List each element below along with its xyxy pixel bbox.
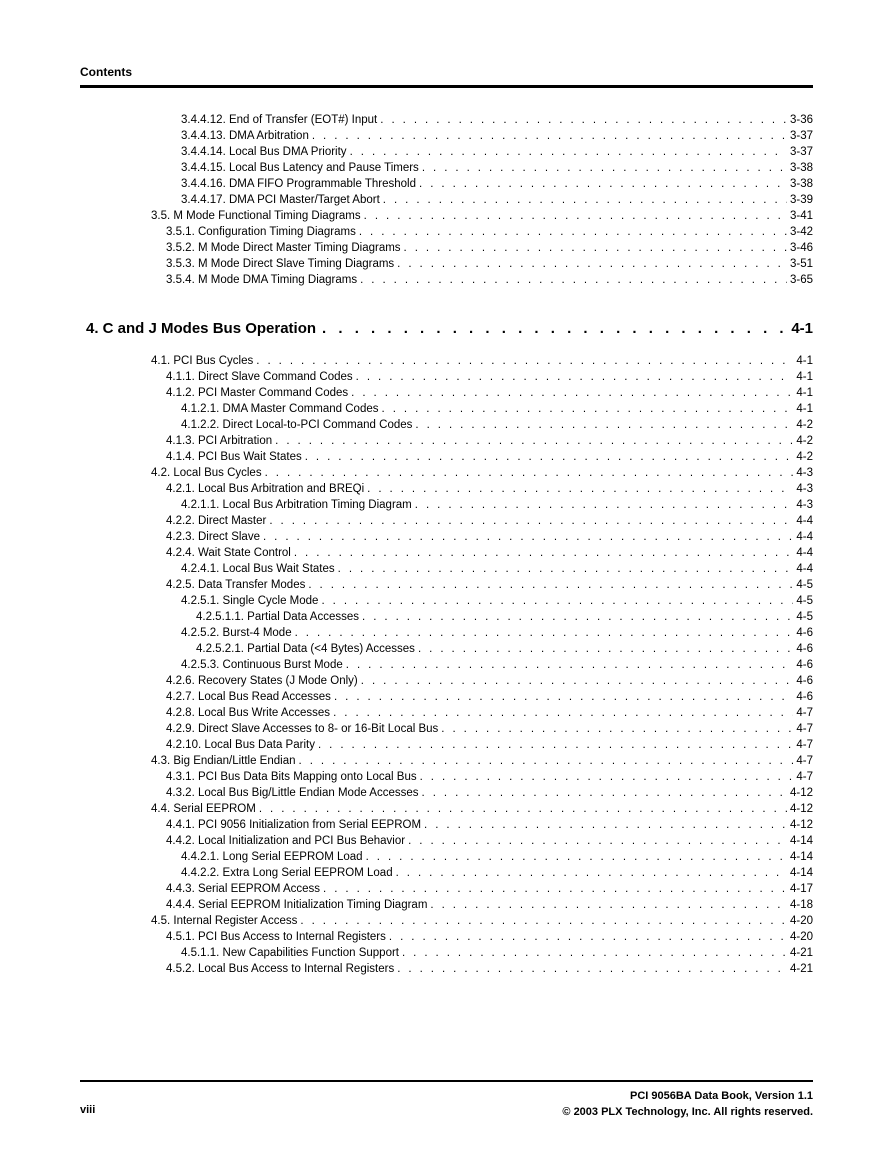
toc-entry-label: 4.2.5.2. Burst-4 Mode xyxy=(181,627,292,639)
toc-entry[interactable] xyxy=(181,161,813,175)
dot-leader xyxy=(420,770,794,784)
toc-entry-page-number: 4-6 xyxy=(796,675,813,687)
toc-entry-page-number: 4-7 xyxy=(796,723,813,735)
toc-entry-label: 4.2.4. Wait State Control xyxy=(166,547,291,559)
toc-entry-label: 4.2.5.1. Single Cycle Mode xyxy=(181,595,319,607)
toc-entry-page-number: 3-41 xyxy=(789,210,813,222)
toc-entry-label: 4.5. Internal Register Access xyxy=(151,915,298,927)
toc-entry-page-number: 4-6 xyxy=(796,643,813,655)
toc-entry-label: 4.2.5.2.1. Partial Data (<4 Bytes) Accesses xyxy=(196,643,415,655)
toc-entry-page-number: 4-14 xyxy=(789,851,813,863)
toc-entry-page-number: 4-2 xyxy=(796,419,813,431)
toc-entry-label: 4.1.1. Direct Slave Command Codes xyxy=(166,371,353,383)
toc-entry[interactable] xyxy=(166,818,813,832)
toc-entry[interactable] xyxy=(166,514,813,528)
page-header-title: Contents xyxy=(80,65,132,79)
dot-leader xyxy=(396,866,787,880)
toc-entry-page-number: 4-6 xyxy=(796,691,813,703)
toc-entry-label: 4.1.3. PCI Arbitration xyxy=(166,435,273,447)
dot-leader xyxy=(259,802,787,816)
toc-entry-label: 4.5.1.1. New Capabilities Function Support xyxy=(181,947,399,959)
toc-entry[interactable] xyxy=(166,770,813,784)
toc-entry-label: 4.2.5. Data Transfer Modes xyxy=(166,579,306,591)
toc-entry-label: 4.2.1. Local Bus Arbitration and BREQi xyxy=(166,483,365,495)
chapter-label: 4. C and J Modes Bus Operation xyxy=(86,320,317,337)
dot-leader xyxy=(419,177,787,191)
toc-entry-page-number: 4-17 xyxy=(789,883,813,895)
toc-entry-page-number: 3-39 xyxy=(789,194,813,206)
toc-entry-page-number: 4-12 xyxy=(789,819,813,831)
toc-entry[interactable] xyxy=(166,434,813,448)
toc-entry-page-number: 4-4 xyxy=(796,547,813,559)
dot-leader xyxy=(382,402,794,416)
toc-entry[interactable] xyxy=(166,530,813,544)
toc-entry[interactable] xyxy=(181,498,813,512)
chapter-page-number: 4-1 xyxy=(791,320,813,337)
toc-entry[interactable] xyxy=(166,674,813,688)
dot-leader xyxy=(360,273,787,287)
toc-entry-label: 4.2.10. Local Bus Data Parity xyxy=(166,739,315,751)
toc-entry-page-number: 3-46 xyxy=(789,242,813,254)
toc-entry[interactable] xyxy=(166,738,813,752)
toc-entry-page-number: 4-6 xyxy=(796,659,813,671)
toc-entry[interactable] xyxy=(181,594,813,608)
dot-leader xyxy=(333,706,793,720)
toc-entry-label: 3.4.4.12. End of Transfer (EOT#) Input xyxy=(181,114,378,126)
toc-entry[interactable] xyxy=(181,850,813,864)
toc-entry[interactable] xyxy=(181,626,813,640)
dot-leader xyxy=(294,546,794,560)
dot-leader xyxy=(318,738,793,752)
toc-entry[interactable] xyxy=(181,946,813,960)
toc-entry-label: 4.4.4. Serial EEPROM Initialization Timing Diagram xyxy=(166,899,428,911)
toc-entry-page-number: 4-21 xyxy=(789,947,813,959)
toc-entry-page-number: 3-37 xyxy=(789,146,813,158)
toc-entry-page-number: 4-20 xyxy=(789,931,813,943)
toc-entry-page-number: 4-5 xyxy=(796,611,813,623)
toc-entry-label: 4.4.3. Serial EEPROM Access xyxy=(166,883,321,895)
dot-leader xyxy=(359,225,787,239)
toc-entry-label: 4.3.1. PCI Bus Data Bits Mapping onto Local Bus xyxy=(166,771,417,783)
toc-entry[interactable] xyxy=(166,257,813,271)
toc-entry-page-number: 4-20 xyxy=(789,915,813,927)
toc-entry-page-number: 4-7 xyxy=(796,739,813,751)
dot-leader xyxy=(346,658,794,672)
toc-entry-page-number: 3-65 xyxy=(789,274,813,286)
toc-entry-label: 4.4.2.1. Long Serial EEPROM Load xyxy=(181,851,363,863)
dot-leader xyxy=(323,882,787,896)
toc-entry[interactable] xyxy=(181,402,813,416)
toc-entry[interactable] xyxy=(166,722,813,736)
toc-entry[interactable] xyxy=(166,898,813,912)
dot-leader xyxy=(408,834,787,848)
dot-leader xyxy=(422,786,787,800)
toc-entry-label: 3.5.1. Configuration Timing Diagrams xyxy=(166,226,356,238)
toc-entry[interactable] xyxy=(166,706,813,720)
toc-entry[interactable] xyxy=(151,754,813,768)
toc-entry-page-number: 4-1 xyxy=(796,387,813,399)
toc-entry-label: 4.1.2.2. Direct Local-to-PCI Command Codes xyxy=(181,419,413,431)
toc-entry-page-number: 4-1 xyxy=(796,371,813,383)
toc-entry-page-number: 4-21 xyxy=(789,963,813,975)
toc-entry[interactable] xyxy=(166,962,813,976)
toc-entry[interactable] xyxy=(166,834,813,848)
toc-entry[interactable] xyxy=(166,882,813,896)
header-divider xyxy=(80,85,813,88)
dot-leader xyxy=(418,642,793,656)
toc-entry-page-number: 4-4 xyxy=(796,515,813,527)
dot-leader xyxy=(364,209,787,223)
toc-entry[interactable] xyxy=(166,482,813,496)
toc-entry-label: 3.4.4.14. Local Bus DMA Priority xyxy=(181,146,347,158)
toc-entry-label: 4.2.6. Recovery States (J Mode Only) xyxy=(166,675,358,687)
toc-entry-label: 4.2.2. Direct Master xyxy=(166,515,267,527)
toc-entry-page-number: 3-37 xyxy=(789,130,813,142)
footer-page-number: viii xyxy=(80,1104,96,1116)
dot-leader xyxy=(441,722,793,736)
toc-entry-label: 4.4. Serial EEPROM xyxy=(151,803,256,815)
toc-entry-page-number: 4-1 xyxy=(796,355,813,367)
toc-entry-page-number: 4-5 xyxy=(796,595,813,607)
toc-entry-page-number: 3-38 xyxy=(789,162,813,174)
toc-entry[interactable] xyxy=(166,273,813,287)
toc-entry-page-number: 4-2 xyxy=(796,451,813,463)
dot-leader xyxy=(321,594,793,608)
dot-leader xyxy=(256,354,793,368)
toc-chapter-entry[interactable] xyxy=(86,320,813,337)
toc-entry-page-number: 4-4 xyxy=(796,531,813,543)
toc-entry-label: 4.1. PCI Bus Cycles xyxy=(151,355,254,367)
toc-entry[interactable] xyxy=(196,642,813,656)
toc-entry[interactable] xyxy=(181,866,813,880)
dot-leader xyxy=(308,578,793,592)
toc-entry-label: 4.3.2. Local Bus Big/Little Endian Mode Accesses xyxy=(166,787,419,799)
toc-entry[interactable] xyxy=(151,354,813,368)
toc-entry-page-number: 4-12 xyxy=(789,787,813,799)
toc-entry[interactable] xyxy=(166,225,813,239)
toc-entry-page-number: 4-12 xyxy=(789,803,813,815)
toc-entry-page-number: 3-38 xyxy=(789,178,813,190)
dot-leader xyxy=(430,898,787,912)
dot-leader xyxy=(397,257,787,271)
toc-entry-page-number: 4-7 xyxy=(796,771,813,783)
toc-entry-label: 4.4.2.2. Extra Long Serial EEPROM Load xyxy=(181,867,393,879)
toc-entry-label: 4.2.5.1.1. Partial Data Accesses xyxy=(196,611,360,623)
toc-entry-label: 4.2.1.1. Local Bus Arbitration Timing Diagram xyxy=(181,499,412,511)
toc-entry[interactable] xyxy=(181,129,813,143)
toc-entry[interactable] xyxy=(151,914,813,928)
toc-entry-label: 4.2. Local Bus Cycles xyxy=(151,467,262,479)
toc-entry-page-number: 4-2 xyxy=(796,435,813,447)
toc-entry[interactable] xyxy=(166,786,813,800)
toc-entry[interactable] xyxy=(181,193,813,207)
footer-book-title: PCI 9056BA Data Book, Version 1.1 xyxy=(630,1090,813,1102)
dot-leader xyxy=(269,514,793,528)
toc-entry-label: 4.2.5.3. Continuous Burst Mode xyxy=(181,659,343,671)
toc-entry[interactable] xyxy=(166,241,813,255)
toc-entry[interactable] xyxy=(196,610,813,624)
toc-entry-label: 4.2.7. Local Bus Read Accesses xyxy=(166,691,331,703)
footer-divider xyxy=(80,1080,813,1082)
toc-entry-page-number: 4-14 xyxy=(789,867,813,879)
footer-copyright: © 2003 PLX Technology, Inc. All rights reserved. xyxy=(562,1106,813,1118)
toc-entry[interactable] xyxy=(151,466,813,480)
dot-leader xyxy=(366,850,787,864)
dot-leader xyxy=(415,498,794,512)
toc-entry-label: 4.4.2. Local Initialization and PCI Bus Behavior xyxy=(166,835,406,847)
dot-leader xyxy=(383,193,787,207)
toc-entry-page-number: 4-7 xyxy=(796,755,813,767)
toc-entry[interactable] xyxy=(151,209,813,223)
dot-leader xyxy=(415,418,793,432)
toc-entry-label: 4.4.1. PCI 9056 Initialization from Serial EEPROM xyxy=(166,819,422,831)
toc-entry[interactable] xyxy=(181,177,813,191)
toc-entry-page-number: 4-1 xyxy=(796,403,813,415)
toc-entry-page-number: 4-4 xyxy=(796,563,813,575)
toc-entry[interactable] xyxy=(166,370,813,384)
dot-leader xyxy=(397,962,787,976)
dot-leader xyxy=(351,386,793,400)
footer-info xyxy=(562,1088,813,1120)
toc-entry-page-number: 3-36 xyxy=(789,114,813,126)
toc-entry-page-number: 3-51 xyxy=(789,258,813,270)
dot-leader xyxy=(356,370,794,384)
toc-entry-page-number: 4-3 xyxy=(796,499,813,511)
dot-leader xyxy=(265,466,794,480)
toc-entry-page-number: 3-42 xyxy=(789,226,813,238)
dot-leader xyxy=(362,610,793,624)
toc-entry[interactable] xyxy=(166,930,813,944)
dot-leader xyxy=(402,946,787,960)
dot-leader xyxy=(389,930,787,944)
toc-entry[interactable] xyxy=(181,562,813,576)
toc-entry-label: 3.4.4.15. Local Bus Latency and Pause Timers xyxy=(181,162,419,174)
toc-entry-label: 4.2.3. Direct Slave xyxy=(166,531,260,543)
toc-entry-label: 3.5.2. M Mode Direct Master Timing Diagrams xyxy=(166,242,401,254)
toc-entry-page-number: 4-6 xyxy=(796,627,813,639)
toc-entry-label: 3.5.3. M Mode Direct Slave Timing Diagrams xyxy=(166,258,395,270)
dot-leader xyxy=(312,129,787,143)
toc-entry-label: 4.5.1. PCI Bus Access to Internal Registers xyxy=(166,931,386,943)
dot-leader xyxy=(322,320,785,337)
toc-entry-label: 4.1.4. PCI Bus Wait States xyxy=(166,451,302,463)
dot-leader xyxy=(299,754,794,768)
toc-entry[interactable] xyxy=(181,145,813,159)
dot-leader xyxy=(404,241,787,255)
dot-leader xyxy=(275,434,793,448)
toc-entry-page-number: 4-3 xyxy=(796,483,813,495)
toc-entry-label: 4.1.2.1. DMA Master Command Codes xyxy=(181,403,379,415)
dot-leader xyxy=(350,145,787,159)
toc-entry[interactable] xyxy=(166,386,813,400)
dot-leader xyxy=(367,482,793,496)
dot-leader xyxy=(361,674,794,688)
toc-entry-page-number: 4-7 xyxy=(796,707,813,719)
dot-leader xyxy=(263,530,793,544)
dot-leader xyxy=(338,562,794,576)
toc-entry-label: 4.5.2. Local Bus Access to Internal Registers xyxy=(166,963,395,975)
dot-leader xyxy=(305,450,794,464)
dot-leader xyxy=(300,914,787,928)
toc-entry-page-number: 4-3 xyxy=(796,467,813,479)
toc-entry[interactable] xyxy=(166,546,813,560)
toc-entry-label: 4.2.8. Local Bus Write Accesses xyxy=(166,707,331,719)
toc-entry[interactable] xyxy=(181,113,813,127)
toc-entry-page-number: 4-5 xyxy=(796,579,813,591)
toc-entry[interactable] xyxy=(166,450,813,464)
toc-entry-page-number: 4-18 xyxy=(789,899,813,911)
toc-entry-label: 4.1.2. PCI Master Command Codes xyxy=(166,387,349,399)
toc-entry[interactable] xyxy=(166,690,813,704)
dot-leader xyxy=(380,113,787,127)
toc-entry-label: 3.5. M Mode Functional Timing Diagrams xyxy=(151,210,361,222)
toc-entry-page-number: 4-14 xyxy=(789,835,813,847)
dot-leader xyxy=(422,161,787,175)
toc-entry[interactable] xyxy=(166,578,813,592)
toc-entry[interactable] xyxy=(151,802,813,816)
toc-entry[interactable] xyxy=(181,418,813,432)
dot-leader xyxy=(295,626,794,640)
toc-entry-label: 3.4.4.16. DMA FIFO Programmable Threshold xyxy=(181,178,416,190)
toc-entry[interactable] xyxy=(181,658,813,672)
toc-entry-label: 4.2.4.1. Local Bus Wait States xyxy=(181,563,335,575)
toc-entry-label: 3.4.4.13. DMA Arbitration xyxy=(181,130,309,142)
dot-leader xyxy=(334,690,793,704)
toc-entry-label: 4.2.9. Direct Slave Accesses to 8- or 16-Bit Local Bus xyxy=(166,723,439,735)
toc-entry-label: 4.3. Big Endian/Little Endian xyxy=(151,755,296,767)
toc-entry-label: 3.4.4.17. DMA PCI Master/Target Abort xyxy=(181,194,380,206)
dot-leader xyxy=(424,818,787,832)
toc-entry-label: 3.5.4. M Mode DMA Timing Diagrams xyxy=(166,274,358,286)
